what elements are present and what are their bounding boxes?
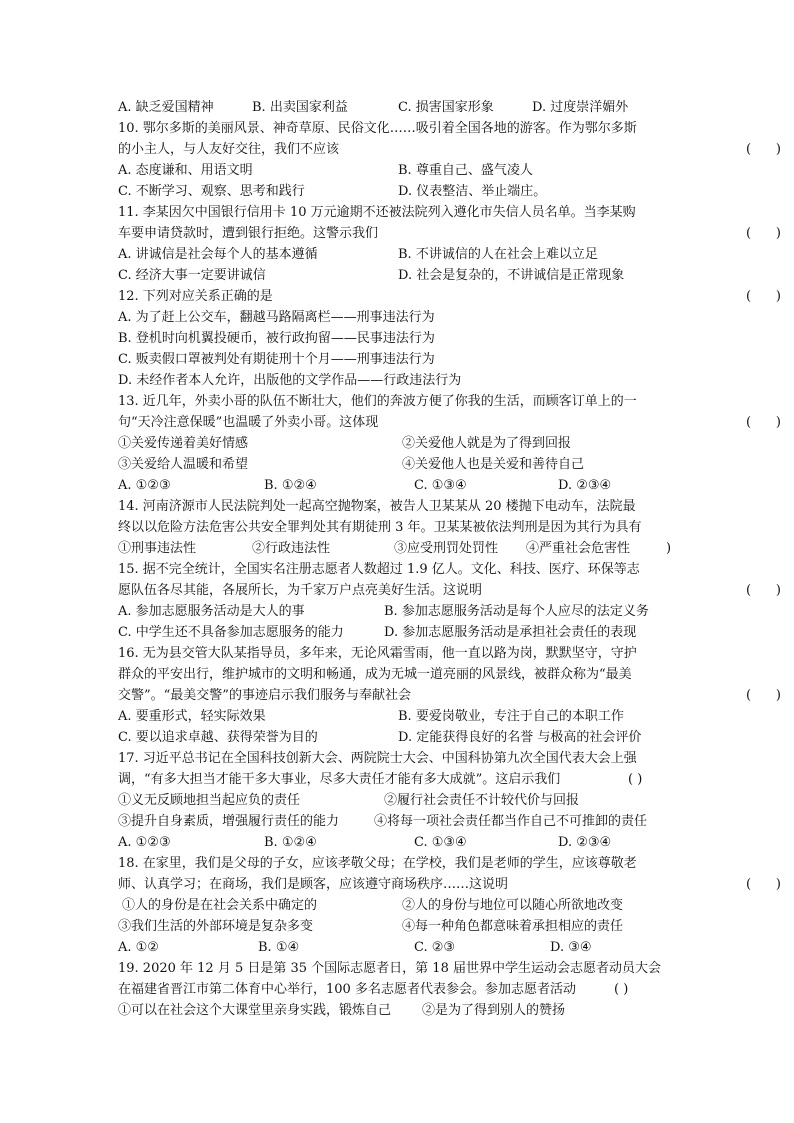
q11-option-d[interactable]: D. 社会是复杂的，不讲诚信是正常现象 <box>398 268 625 283</box>
question-stem: 11. 李某因欠中国银行信用卡 10 万元逾期不还被法院列入遵化市失信人员名单。当李某购 <box>118 205 636 220</box>
statement: ①义无反顾地担当起应负的责任 <box>118 793 301 808</box>
statement: ④关爱他人也是关爱和善待自己 <box>402 457 585 472</box>
answer-bracket[interactable]: ( ) <box>746 583 781 598</box>
statement: ④将每一项社会责任都当作自己不可推卸的责任 <box>374 814 648 829</box>
q10-option-c[interactable]: C. 不断学习、观察、思考和践行 <box>118 184 305 199</box>
q18-option-d[interactable]: D. ③④ <box>550 940 592 955</box>
statement[interactable]: ②行政违法性 <box>252 541 331 556</box>
q9-option-a[interactable]: A. 缺乏爱国精神 <box>118 100 214 115</box>
question-stem: 15. 据不完全统计，全国实名注册志愿者人数超过 1.9 亿人。文化、科技、医疗、环保等志 <box>118 562 640 577</box>
answer-bracket-close: ) <box>666 541 672 556</box>
q17-option-d[interactable]: D. ②③④ <box>558 835 612 850</box>
q12-option-b[interactable]: B. 登机时向机翼投硬币，被行政拘留——民事违法行为 <box>118 331 435 346</box>
q13-option-b[interactable]: B. ①②④ <box>264 478 317 493</box>
q15-option-d[interactable]: D. 参加志愿服务活动是承担社会责任的表现 <box>384 625 637 640</box>
question-stem: 交警”。“最美交警”的事迹启示我们服务与奉献社会 <box>118 688 411 703</box>
q11-option-c[interactable]: C. 经济大事一定要讲诚信 <box>118 268 266 283</box>
statement: ③关爱给人温暖和希望 <box>118 457 249 472</box>
q11-option-b[interactable]: B. 不讲诚信的人在社会上难以立足 <box>398 247 598 262</box>
question-stem: 在福建省晋江市第二体育中心举行，100 多名志愿者代表参会。参加志愿者活动 <box>118 982 576 997</box>
answer-bracket[interactable]: ( ) <box>746 289 781 304</box>
statement: ①人的身份是在社会关系中确定的 <box>122 898 318 913</box>
question-stem: 16. 无为县交管大队某指导员，多年来，无论风霜雪雨，他一直以路为岗，默默坚守，守护 <box>118 646 637 661</box>
answer-bracket[interactable]: ( ) <box>746 688 781 703</box>
q9-option-c[interactable]: C. 损害国家形象 <box>398 100 494 115</box>
q18-option-a[interactable]: A. ①② <box>118 940 159 955</box>
statement: ④每一种角色都意味着承担相应的责任 <box>402 919 624 934</box>
answer-bracket[interactable]: ( ) <box>746 415 781 430</box>
q10-option-a[interactable]: A. 态度谦和、用语文明 <box>118 163 253 178</box>
q15-option-a[interactable]: A. 参加志愿服务活动是大人的事 <box>118 604 305 619</box>
q18-option-c[interactable]: C. ②③ <box>414 940 456 955</box>
question-stem: 17. 习近平总书记在全国科技创新大会、两院院士大会、中国科协第九次全国代表大会上强 <box>118 751 637 766</box>
question-stem: 14. 河南济源市人民法院判处一起高空抛物案，被告人卫某某从 20 楼抛下电动车，法院最 <box>118 499 636 514</box>
q16-option-c[interactable]: C. 要以追求卓越、获得荣誉为目的 <box>118 730 318 745</box>
question-stem: 师、认真学习；在商场，我们是顾客，应该遵守商场秩序……这说明 <box>118 877 509 892</box>
statement: ②关爱他人就是为了得到回报 <box>402 436 572 451</box>
q11-option-a[interactable]: A. 讲诚信是社会每个人的基本遵循 <box>118 247 318 262</box>
statement: ②是为了得到别人的赞扬 <box>422 1003 566 1018</box>
q9-option-b[interactable]: B. 出卖国家利益 <box>252 100 348 115</box>
question-stem: 调，“有多大担当才能干多大事业，尽多大责任才能有多大成就”。这启示我们 <box>118 772 561 787</box>
answer-bracket[interactable]: ( ) <box>746 142 781 157</box>
statement: ①可以在社会这个大课堂里亲身实践，锻炼自己 <box>118 1003 392 1018</box>
question-stem: 的小主人，与人友好交往，我们不应该 <box>118 142 340 157</box>
question-stem: 愿队伍各尽其能，各展所长，为千家万户点亮美好生活。这说明 <box>118 583 483 598</box>
question-stem: 句“天冷注意保暖”也温暖了外卖小哥。这体现 <box>118 415 379 430</box>
q9-option-d[interactable]: D. 过度崇洋媚外 <box>532 100 629 115</box>
statement: ①关爱传递着美好情感 <box>118 436 249 451</box>
q12-option-d[interactable]: D. 未经作者本人允许，出版他的文学作品——行政违法行为 <box>118 373 462 388</box>
question-stem: 车要申请贷款时，遭到银行拒绝。这警示我们 <box>118 226 379 241</box>
statement: ②人的身份与地位可以随心所欲地改变 <box>402 898 624 913</box>
statement[interactable]: ①刑事违法性 <box>118 541 197 556</box>
q15-option-c[interactable]: C. 中学生还不具备参加志愿服务的能力 <box>118 625 344 640</box>
q10-option-b[interactable]: B. 尊重自己、盛气凌人 <box>398 163 533 178</box>
question-stem: 13. 近几年，外卖小哥的队伍不断壮大，他们的奔波方便了你我的生活，而顾客订单上的一 <box>118 394 637 409</box>
q15-option-b[interactable]: B. 参加志愿服务活动是每个人应尽的法定义务 <box>384 604 649 619</box>
answer-bracket[interactable]: ( ) <box>746 877 781 892</box>
q17-option-b[interactable]: B. ①②④ <box>264 835 317 850</box>
question-stem: 群众的平安出行，维护城市的文明和畅通，成为无城一道亮丽的风景线，被群众称为“最美 <box>118 667 632 682</box>
question-stem: 19. 2020 年 12 月 5 日是第 35 个国际志愿者日，第 18 届世界中学生运动会志愿者动员大会 <box>118 961 661 976</box>
question-stem: 18. 在家里，我们是父母的子女，应该孝敬父母；在学校，我们是老师的学生，应该尊敬老 <box>118 856 637 871</box>
q13-option-d[interactable]: D. ②③④ <box>558 478 612 493</box>
q13-option-c[interactable]: C. ①③④ <box>414 478 467 493</box>
answer-bracket[interactable]: ( ) <box>628 772 643 787</box>
q18-option-b[interactable]: B. ①④ <box>258 940 300 955</box>
q17-option-c[interactable]: C. ①③④ <box>414 835 467 850</box>
q17-option-a[interactable]: A. ①②③ <box>118 835 171 850</box>
question-stem: 10. 鄂尔多斯的美丽风景、神奇草原、民俗文化……吸引着全国各地的游客。作为鄂尔多斯 <box>118 121 637 136</box>
statement: ③我们生活的外部环境是复杂多变 <box>118 919 314 934</box>
q10-option-d[interactable]: D. 仪表整洁、举止端庄。 <box>398 184 547 199</box>
statement: ③提升自身素质，增强履行责任的能力 <box>118 814 340 829</box>
q16-option-b[interactable]: B. 要爱岗敬业，专注于自己的本职工作 <box>398 709 624 724</box>
answer-bracket[interactable]: ( ) <box>614 982 629 997</box>
question-stem: 12. 下列对应关系正确的是 <box>118 289 273 304</box>
q16-option-a[interactable]: A. 要重形式，轻实际效果 <box>118 709 266 724</box>
statement: ②履行社会责任不计较代价与回报 <box>384 793 580 808</box>
answer-bracket[interactable]: ( ) <box>746 226 781 241</box>
question-stem: 终以以危险方法危害公共安全罪判处其有期徒刑 3 年。卫某某被依法判刑是因为其行为具有 <box>118 520 642 535</box>
q16-option-d[interactable]: D. 定能获得良好的名誉 与极高的社会评价 <box>398 730 642 745</box>
q12-option-a[interactable]: A. 为了赶上公交车，翻越马路隔离栏——刑事违法行为 <box>118 310 435 325</box>
q12-option-c[interactable]: C. 贩卖假口罩被判处有期徒刑十个月——刑事违法行为 <box>118 352 435 367</box>
statement[interactable]: ④严重社会危害性 <box>526 541 631 556</box>
q13-option-a[interactable]: A. ①②③ <box>118 478 171 493</box>
statement[interactable]: ③应受刑罚处罚性 <box>394 541 499 556</box>
